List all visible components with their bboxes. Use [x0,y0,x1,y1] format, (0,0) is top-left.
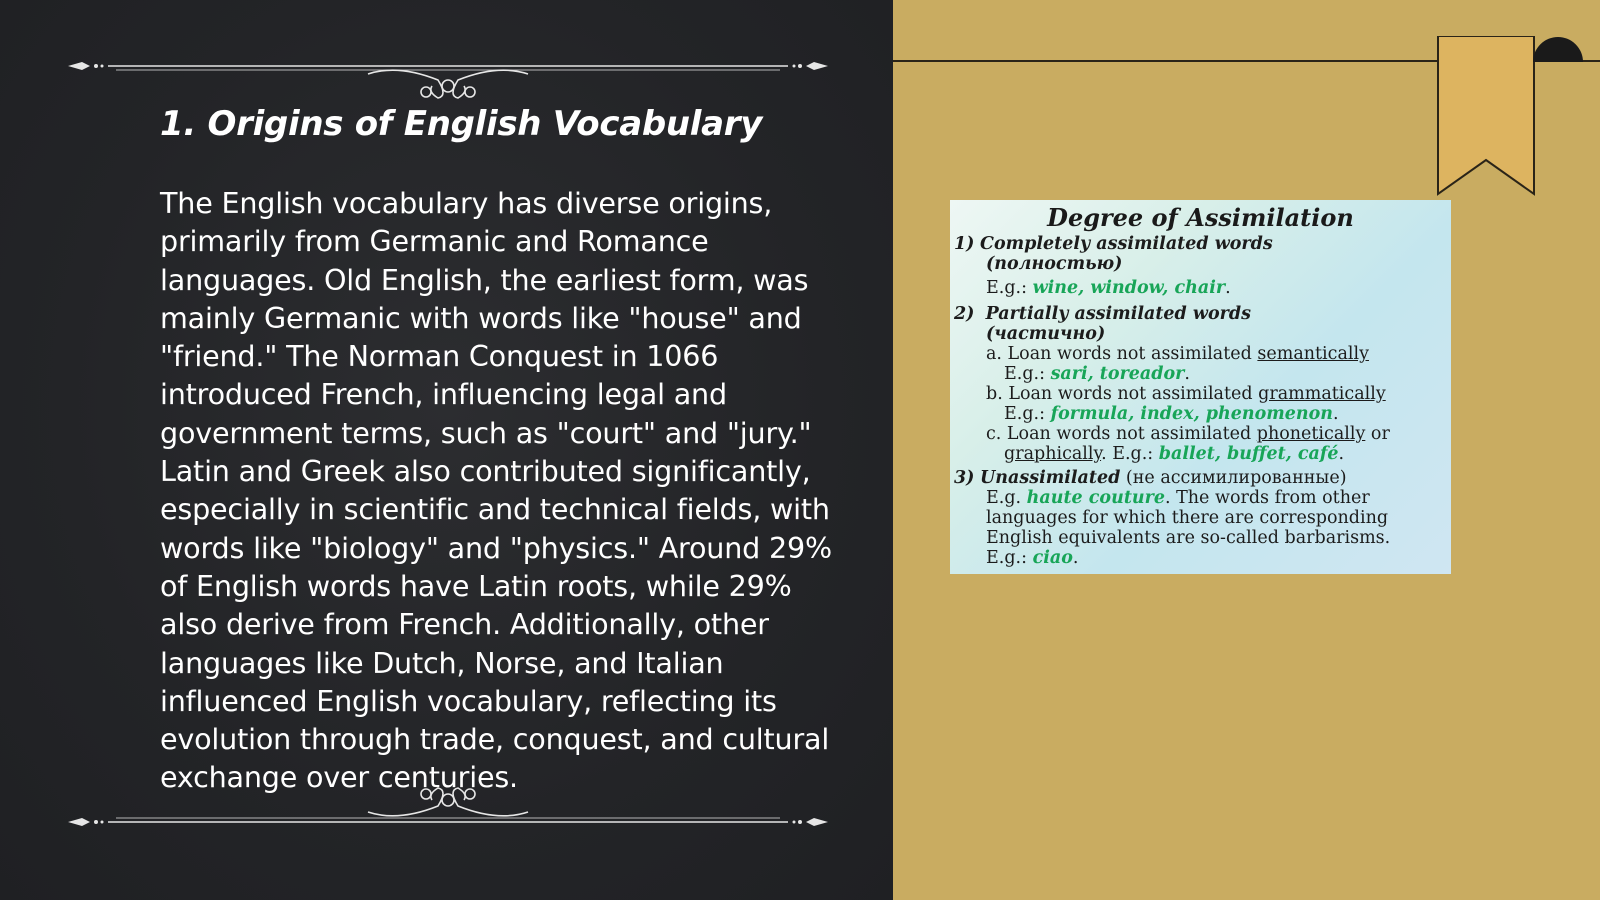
top-ornament-divider [68,52,828,102]
bookmark-ribbon-icon [1436,36,1536,196]
corner-half-circle-icon [1533,36,1583,62]
assimilation-image-card [950,200,1451,574]
section-2c-example: graphically. E.g.: ballet, buffet, café. [1004,444,1345,464]
section-2a-example: E.g.: sari, toreador. [1004,364,1190,384]
section-2-heading: 2) Partially assimilated words [954,304,1251,324]
section-2c-text: c. Loan words not assimilated phonetically or [986,424,1390,444]
card-title: Degree of Assimilation [1047,203,1354,232]
section-2a-text: a. Loan words not assimilated semantically [986,344,1369,364]
slide-title: 1. Origins of English Vocabulary [160,104,763,144]
section-2b-text: b. Loan words not assimilated grammatically [986,384,1386,404]
section-2-ru: (частично) [986,324,1106,344]
section-3-example: E.g. haute couture. The words from other [986,488,1370,508]
section-3-desc-3: English equivalents are so-called barbarisms. [986,528,1391,548]
section-1-ru: (полностью) [986,254,1123,274]
bottom-ornament-divider [68,782,828,832]
section-3-desc-2: languages for which there are corresponding [986,508,1389,528]
section-3-example-2: E.g.: ciao. [986,548,1079,568]
section-2b-example: E.g.: formula, index, phenomenon. [1004,404,1339,424]
section-1-example: E.g.: wine, window, chair. [986,278,1231,298]
slide-body-text: The English vocabulary has diverse origins, primarily from Germanic and Romance languages. Old English, the earliest form, was mainly Germanic with words like "house" and "friend." The Norman Conquest in 1066 introduced French, influencing legal and government terms, such as "court" and "jury." Latin and Greek also contributed significantly, especially in scientific and technical fields, with words like "biology" and "physics." Around 29% of English words have Latin roots, while 29% also derive from French. Additionally, other languages like Dutch, Norse, and Italian influenced English vocabulary, reflecting its evolution through trade, conquest, and cultural exchange over centuries. [160,186,832,795]
section-1-heading: 1) Completely assimilated words [954,234,1273,254]
section-3-heading: 3) Unassimilated (не ассимилированные) [954,468,1347,488]
